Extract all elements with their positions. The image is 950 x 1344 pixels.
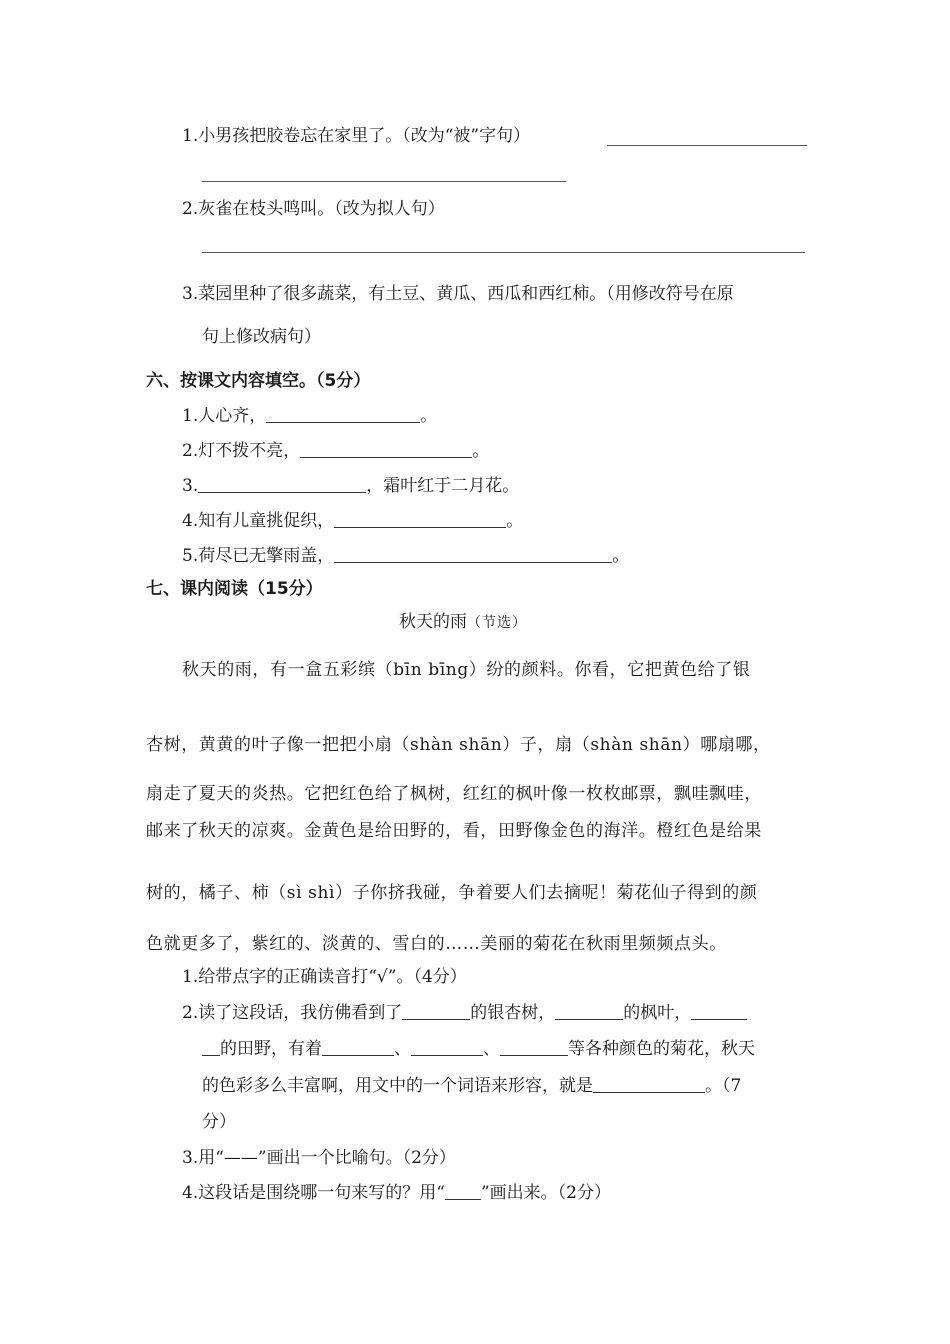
fill-item-3-after: ，霜叶红于二月花。 xyxy=(366,476,520,496)
fill-item-2-number: 2. xyxy=(182,441,199,461)
fill-item-1-before: 人心齐， xyxy=(198,406,267,426)
answer-line-5-1a[interactable] xyxy=(607,145,807,146)
fill-blank-5[interactable] xyxy=(334,546,612,563)
fill-item-3-number: 3. xyxy=(182,476,199,496)
q7-2-text-i: 。（7 xyxy=(705,1076,742,1096)
fill-blank-maple[interactable] xyxy=(555,1003,623,1020)
fill-item-2-before: 灯不拨不亮， xyxy=(198,441,301,461)
fill-blank-field-a[interactable] xyxy=(691,1003,747,1020)
q7-3-number: 3. xyxy=(182,1148,199,1168)
q7-4-text-a: 这段话是围绕哪一句来写的？用“ xyxy=(198,1183,445,1203)
fill-item-2 xyxy=(182,439,489,463)
q5-2 xyxy=(182,197,445,221)
fill-item-5 xyxy=(182,544,629,568)
fill-blank-4[interactable] xyxy=(334,511,506,528)
q7-4-text-b: ”画出来。（2分） xyxy=(480,1183,611,1203)
q7-2-text-g: 等各种颜色的菊花，秋天 xyxy=(568,1039,755,1059)
fill-item-4-before: 知有儿童挑促织， xyxy=(198,511,335,531)
fill-blank-color-1[interactable] xyxy=(322,1039,394,1056)
q7-2-text-f: 、 xyxy=(483,1039,500,1059)
passage-line-2: 杏树，黄黄的叶子像一把把小扇（shàn shān）子，扇（shàn shān）哪扇哪， xyxy=(146,735,771,755)
fill-item-5-after: 。 xyxy=(612,546,630,566)
q7-2-text-e: 、 xyxy=(394,1039,411,1059)
q5-1-number: 1. xyxy=(182,126,199,146)
q7-4 xyxy=(182,1181,611,1205)
passage-title xyxy=(399,610,527,635)
fill-blank-2[interactable] xyxy=(300,441,472,458)
q7-2-text-b: 的银杏树， xyxy=(470,1003,556,1023)
q5-1-text: 小男孩把胶卷忘在家里了。（改为“被”字句） xyxy=(198,126,531,146)
passage-line-6: 色就更多了，紫红的、淡黄的、雪白的……美丽的菊花在秋雨里频频点头。 xyxy=(146,934,727,954)
fill-item-1-after: 。 xyxy=(420,406,438,426)
passage-subtitle: （节选） xyxy=(467,615,527,631)
q7-1-text: 给带点字的正确读音打“√”。（4分） xyxy=(198,967,467,987)
q7-2-text-d: 的田野，有着 xyxy=(220,1039,322,1059)
q7-2-line4: 分） xyxy=(202,1112,236,1132)
fill-item-4 xyxy=(182,509,523,533)
fill-item-5-before: 荷尽已无擎雨盖， xyxy=(198,546,335,566)
fill-item-1-number: 1. xyxy=(182,406,199,426)
fill-item-5-number: 5. xyxy=(182,546,199,566)
answer-line-5-1b[interactable] xyxy=(202,181,566,182)
q7-4-number: 4. xyxy=(182,1183,199,1203)
q5-1 xyxy=(182,124,530,148)
q5-3-line1 xyxy=(182,282,734,306)
q7-3-text: 用“——”画出一个比喻句。（2分） xyxy=(198,1148,456,1168)
fill-item-2-after: 。 xyxy=(472,441,490,461)
fill-blank-color-2[interactable] xyxy=(411,1039,483,1056)
q7-3 xyxy=(182,1146,456,1170)
passage-line-5: 树的，橘子、柿（sì shì）子你挤我碰，争着要人们去摘呢！菊花仙子得到的颜 xyxy=(146,883,758,903)
q7-2-line3 xyxy=(202,1074,741,1098)
passage-line-1: 秋天的雨，有一盒五彩缤（bīn bīng）纷的颜料。你看，它把黄色给了银 xyxy=(182,660,751,680)
q5-3-number: 3. xyxy=(182,284,199,304)
q7-2-line1 xyxy=(182,1001,747,1025)
fill-blank-field-b[interactable] xyxy=(202,1039,220,1056)
section-6-heading: 六、按课文内容填空。（5分） xyxy=(146,371,371,391)
q7-1 xyxy=(182,965,467,989)
passage-title-text: 秋天的雨 xyxy=(399,612,467,632)
fill-item-3 xyxy=(182,474,519,498)
q5-2-number: 2. xyxy=(182,199,199,219)
fill-blank-color-3[interactable] xyxy=(500,1039,568,1056)
q5-2-text: 灰雀在枝头鸣叫。（改为拟人句） xyxy=(198,199,445,219)
q5-3-line2: 句上修改病句） xyxy=(202,327,321,347)
q7-1-number: 1. xyxy=(182,967,199,987)
q7-2-line2 xyxy=(202,1037,755,1061)
answer-line-5-2[interactable] xyxy=(202,252,805,253)
passage-line-4: 邮来了秋天的凉爽。金黄色是给田野的，看，田野像金色的海洋。橙红色是给果 xyxy=(146,821,762,841)
q7-2-number: 2. xyxy=(182,1003,199,1023)
underline-mark xyxy=(445,1183,481,1200)
fill-blank-3[interactable] xyxy=(198,476,366,493)
fill-blank-ginkgo[interactable] xyxy=(402,1003,470,1020)
q5-3-text: 菜园里种了很多蔬菜，有土豆、黄瓜、西瓜和西红柿。（用修改符号在原 xyxy=(198,284,734,304)
passage-line-3: 扇走了夏天的炎热。它把红色给了枫树，红红的枫叶像一枚枚邮票，飘哇飘哇， xyxy=(146,784,762,804)
fill-blank-word[interactable] xyxy=(593,1076,705,1093)
q7-2-text-h: 的色彩多么丰富啊，用文中的一个词语来形容，就是 xyxy=(202,1076,593,1096)
section-7-heading: 七、课内阅读（15分） xyxy=(146,579,323,599)
fill-item-4-after: 。 xyxy=(506,511,524,531)
fill-item-1 xyxy=(182,404,437,428)
q7-2-text-a: 读了这段话，我仿佛看到了 xyxy=(198,1003,403,1023)
fill-item-4-number: 4. xyxy=(182,511,199,531)
fill-blank-1[interactable] xyxy=(266,406,420,423)
q7-2-text-c: 的枫叶， xyxy=(623,1003,692,1023)
